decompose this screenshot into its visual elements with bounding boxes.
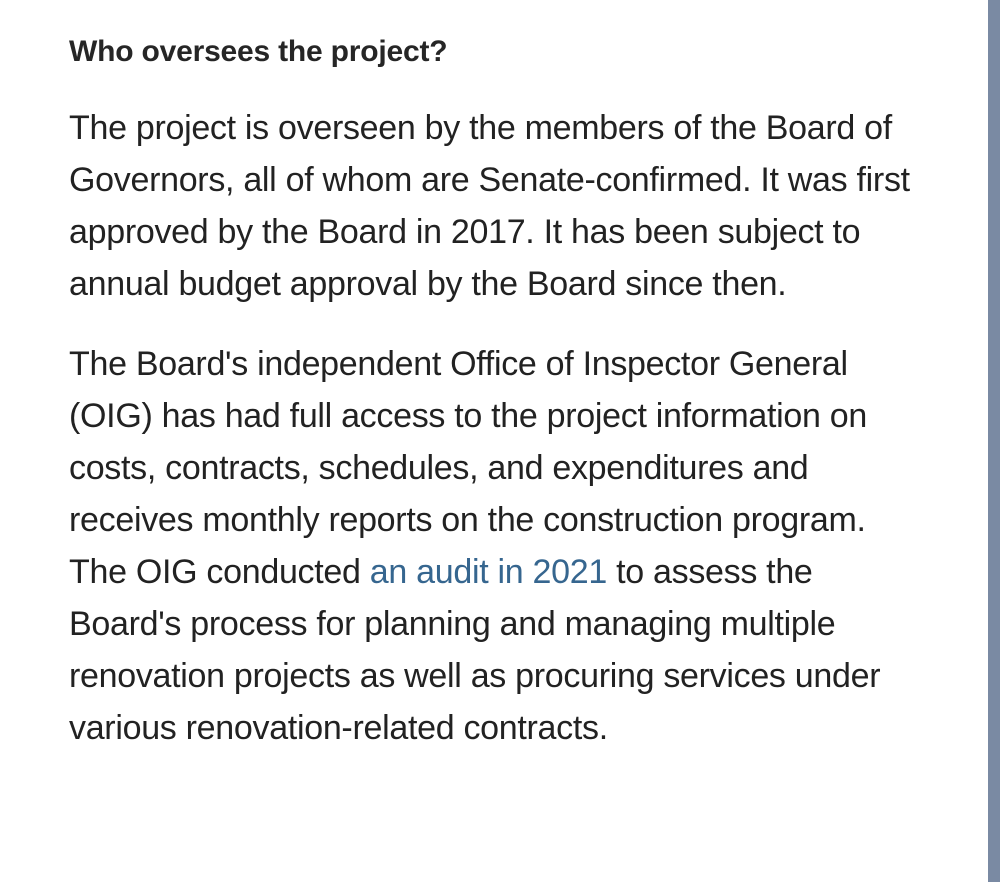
paragraph-oig-text-end: to assess the Board's process for planning and managing multiple renovation projects as well as procuring services under various renovation-related contracts. [69,553,881,747]
paragraph-overview: The project is overseen by the members of the Board of Governors, all of whom are Senate-confirmed. It was first approved by the Board in 2017. It has been subject to annual budget approval by the Board since then. [69,109,910,303]
page-edge-scrollbar [988,0,1000,882]
paragraph-oig-text-start: The Board's independent Office of Inspector General (OIG) has had full access to the project information on costs, contracts, schedules, and expenditures and receives monthly reports on the construction program. The OIG conducted [69,345,868,591]
article-section [69,30,929,782]
section-heading: Who oversees the project? [69,35,448,68]
paragraph-oig [69,338,929,754]
audit-2021-link[interactable]: an audit in 2021 [369,553,607,591]
